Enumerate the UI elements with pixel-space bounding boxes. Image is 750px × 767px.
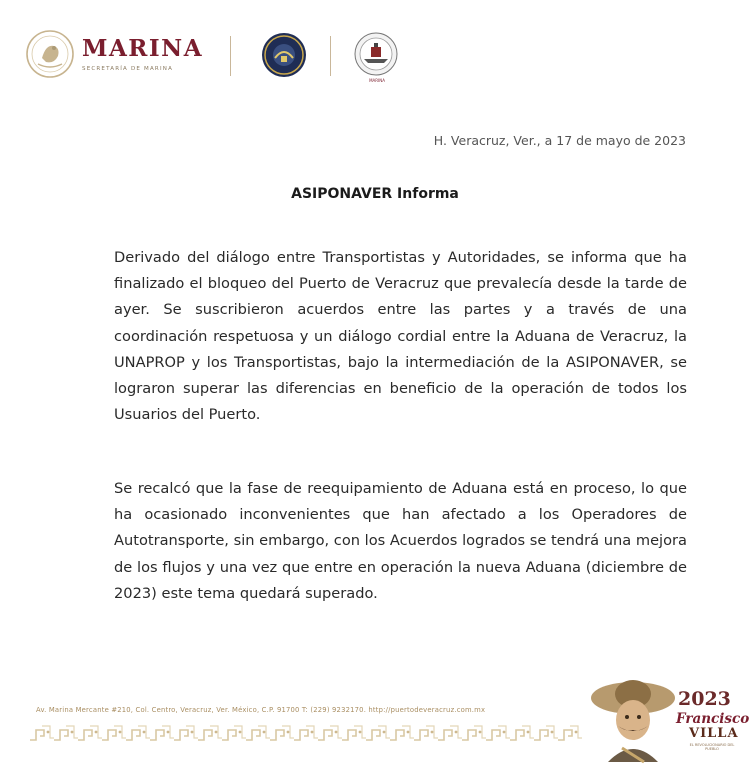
francisco-villa-portrait-icon bbox=[588, 672, 678, 764]
brand-subtitle: SECRETARÍA DE MARINA bbox=[82, 66, 174, 72]
divider bbox=[230, 36, 231, 76]
villa-year: 2023 bbox=[678, 688, 731, 710]
villa-last-name: VILLA bbox=[689, 726, 739, 741]
villa-tagline: EL REVOLUCIONARIO DEL PUEBLO bbox=[689, 743, 735, 751]
port-authority-seal-icon bbox=[354, 32, 398, 76]
divider bbox=[330, 36, 331, 76]
navy-seal-icon bbox=[261, 32, 307, 78]
paragraph: Se recalcó que la fase de reequipamiento de Aduana está en proceso, lo que ha ocasionado inconvenientes que han afectado a los Operadores de Autotransporte, sin embargo, con los Acuerdos logrados se tendrá una mejora de los flujos y una vez que entre en operación la nueva Aduana (diciembre de 2023) este tema quedará superado. bbox=[114, 480, 687, 602]
letterhead bbox=[24, 28, 444, 88]
footer-address: Av. Marina Mercante #210, Col. Centro, Veracruz, Ver. México, C.P. 91700 T: (229) 9232170. http://puertodeveracruz.com.mx bbox=[36, 706, 486, 714]
villa-first-name: Francisco bbox=[676, 711, 750, 727]
eagle-emblem-icon bbox=[24, 28, 76, 80]
paragraph: Derivado del diálogo entre Transportistas y Autoridades, se informa que ha finalizado el bloqueo del Puerto de Veracruz que prevalecía desde la tarde de ayer. Se suscribieron acuerdos entre las partes y a través de una coordinación respetuosa y un diálogo cordial entre la Aduana de Veracruz, la UNAPROP y los Transportistas, bajo la intermediación de la ASIPONAVER, se lograron superar las diferencias en beneficio de la operación de todos los Usuarios del Puerto. bbox=[114, 249, 687, 424]
date-line: H. Veracruz, Ver., a 17 de mayo de 2023 bbox=[433, 133, 686, 148]
brand-name: MARINA bbox=[82, 35, 204, 62]
document-title: ASIPONAVER Informa bbox=[291, 186, 459, 202]
seal-caption: MARINA bbox=[369, 78, 385, 83]
decorative-pattern-band bbox=[30, 722, 582, 744]
